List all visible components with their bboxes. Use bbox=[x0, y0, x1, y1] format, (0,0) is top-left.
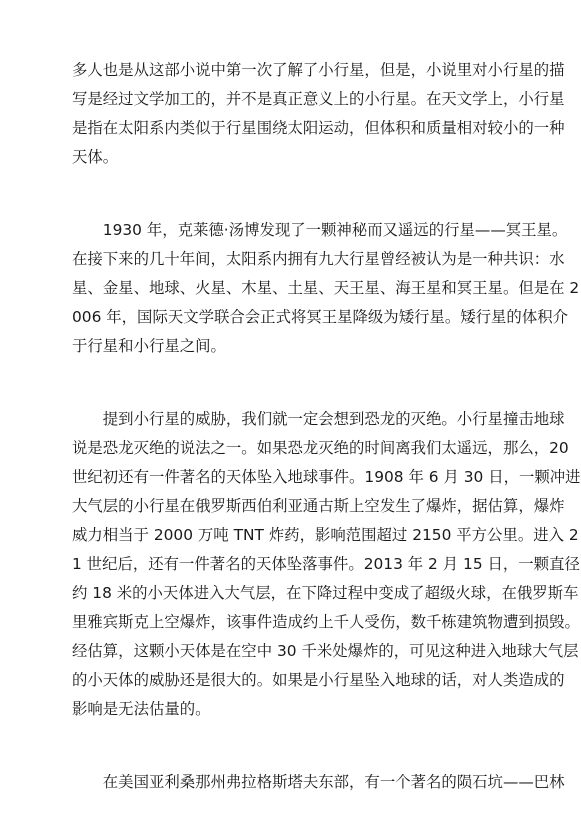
text-line: 影响是无法估量的。 bbox=[72, 700, 211, 718]
paragraph-gap bbox=[72, 172, 514, 216]
text-line: 在美国亚利桑那州弗拉格斯塔夫东部，有一个著名的陨石坑——巴林 bbox=[72, 773, 565, 791]
text-line: 1930 年，克莱德·汤博发现了一颗神秘而又遥远的行星——冥王星。 bbox=[72, 221, 568, 239]
text-line: 威力相当于 2000 万吨 TNT 炸药，影响范围超过 2150 平方公里。进入 2 bbox=[72, 526, 579, 544]
paragraph-pluto bbox=[72, 216, 580, 361]
paragraph-gap bbox=[72, 724, 514, 768]
text-line: 大气层的小行星在俄罗斯西伯利亚通古斯上空发生了爆炸，据估算，爆炸 bbox=[72, 497, 565, 515]
text-line: 多人也是从这部小说中第一次了解了小行星，但是，小说里对小行星的描 bbox=[72, 61, 565, 79]
text-line: 世纪初还有一件著名的天体坠入地球事件。1908 年 6 月 30 日，一颗冲进 bbox=[72, 468, 581, 486]
text-line: 天体。 bbox=[72, 148, 119, 166]
text-line: 于行星和小行星之间。 bbox=[72, 337, 226, 355]
paragraph-barringer-crater bbox=[72, 768, 565, 797]
text-line: 星、金星、地球、火星、木星、土星、天王星、海王星和冥王星。但是在 2 bbox=[72, 279, 580, 297]
text-line: 经估算，这颗小天体是在空中 30 千米处爆炸的，可见这种进入地球大气层 bbox=[72, 642, 579, 660]
text-line: 是指在太阳系内类似于行星围绕太阳运动，但体积和质量相对较小的一种 bbox=[72, 119, 565, 137]
text-line: 约 18 米的小天体进入大气层，在下降过程中变成了超级火球，在俄罗斯车 bbox=[72, 584, 579, 602]
text-line: 说是恐龙灭绝的说法之一。如果恐龙灭绝的时间离我们太遥远，那么，20 bbox=[72, 439, 569, 457]
text-line: 的小天体的威胁还是很大的。如果是小行星坠入地球的话，对人类造成的 bbox=[72, 671, 565, 689]
paragraph-gap bbox=[72, 361, 514, 405]
text-line: 写是经过文学加工的，并不是真正意义上的小行星。在天文学上，小行星 bbox=[72, 90, 565, 108]
text-line: 里雅宾斯克上空爆炸，该事件造成约上千人受伤，数千栋建筑物遭到损毁。 bbox=[72, 613, 580, 631]
document-page bbox=[72, 56, 581, 797]
text-line: 1 世纪后，还有一件著名的天体坠落事件。2013 年 2 月 15 日，一颗直径 bbox=[72, 555, 580, 573]
text-line: 提到小行星的威胁，我们就一定会想到恐龙的灭绝。小行星撞击地球 bbox=[72, 410, 565, 428]
paragraph-asteroid-definition bbox=[72, 56, 565, 172]
text-line: 006 年，国际天文学联合会正式将冥王星降级为矮行星。矮行星的体积介 bbox=[72, 308, 568, 326]
paragraph-asteroid-threat bbox=[72, 405, 581, 724]
text-line: 在接下来的几十年间，太阳系内拥有九大行星曾经被认为是一种共识：水 bbox=[72, 250, 565, 268]
